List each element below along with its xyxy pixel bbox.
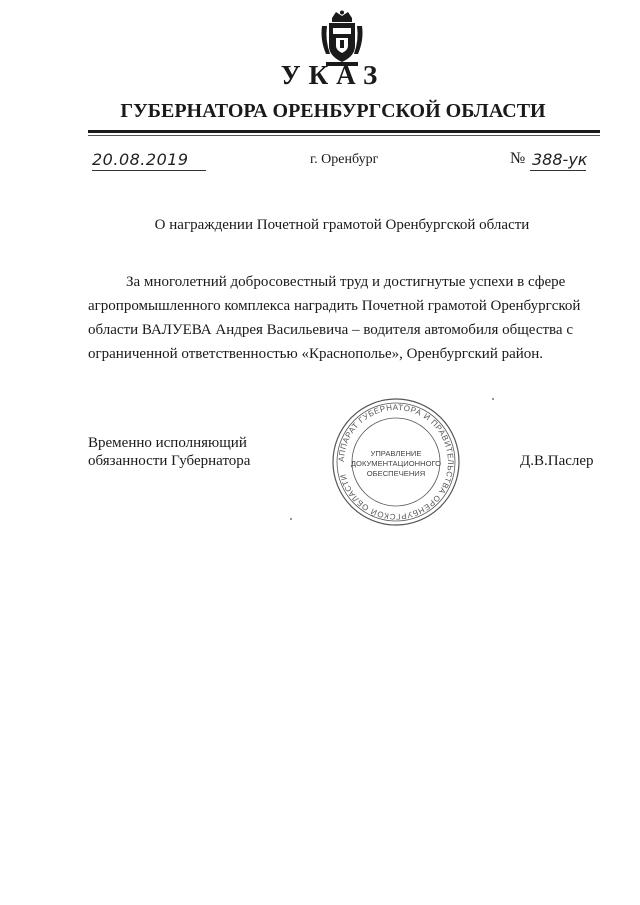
header-rule [88,130,600,133]
body-line: области ВАЛУЕВА Андрея Васильевича – водителя автомобиля общества с [88,322,573,338]
signatory-name: Д.В.Паслер [520,453,594,469]
document-title: УКАЗ [280,60,386,90]
body-line: ограниченной ответственностью «Краснополье», Оренбургский район. [88,346,544,362]
stamp-line: ОБЕСПЕЧЕНИЯ [366,469,426,478]
city-label: г. Оренбург [310,152,379,167]
scan-speck [492,398,494,400]
handwritten-date: 20.08.2019 [92,150,189,169]
position-line: Временно исполняющий [88,435,247,451]
number-underline [530,170,586,171]
official-stamp [330,396,462,528]
body-line: За многолетний добросовестный труд и достигнутые успехи в сфере [126,274,566,290]
stamp-ring-text: АППАРАТ ГУБЕРНАТОРА И ПРАВИТЕЛЬСТВА ОРЕНБУРГСКОЙ ОБЛАСТИ [336,402,456,522]
number-label: № [510,150,526,167]
header-rule-thin [88,135,600,136]
stamp-line: ДОКУМЕНТАЦИОННОГО [350,459,442,468]
scan-speck [290,518,292,520]
body-line: агропромышленного комплекса наградить Почетной грамотой Оренбургской [88,298,581,314]
handwritten-number: 388-ук [532,150,588,169]
decree-heading: О награждении Почетной грамотой Оренбургской области [154,217,530,233]
stamp-line: УПРАВЛЕНИЕ [370,449,422,458]
position-line: обязанности Губернатора [88,453,251,469]
date-underline [92,170,206,171]
signatory-position [88,434,250,470]
document-subtitle: ГУБЕРНАТОРА ОРЕНБУРГСКОЙ ОБЛАСТИ [120,100,546,122]
decree-body [88,270,596,366]
